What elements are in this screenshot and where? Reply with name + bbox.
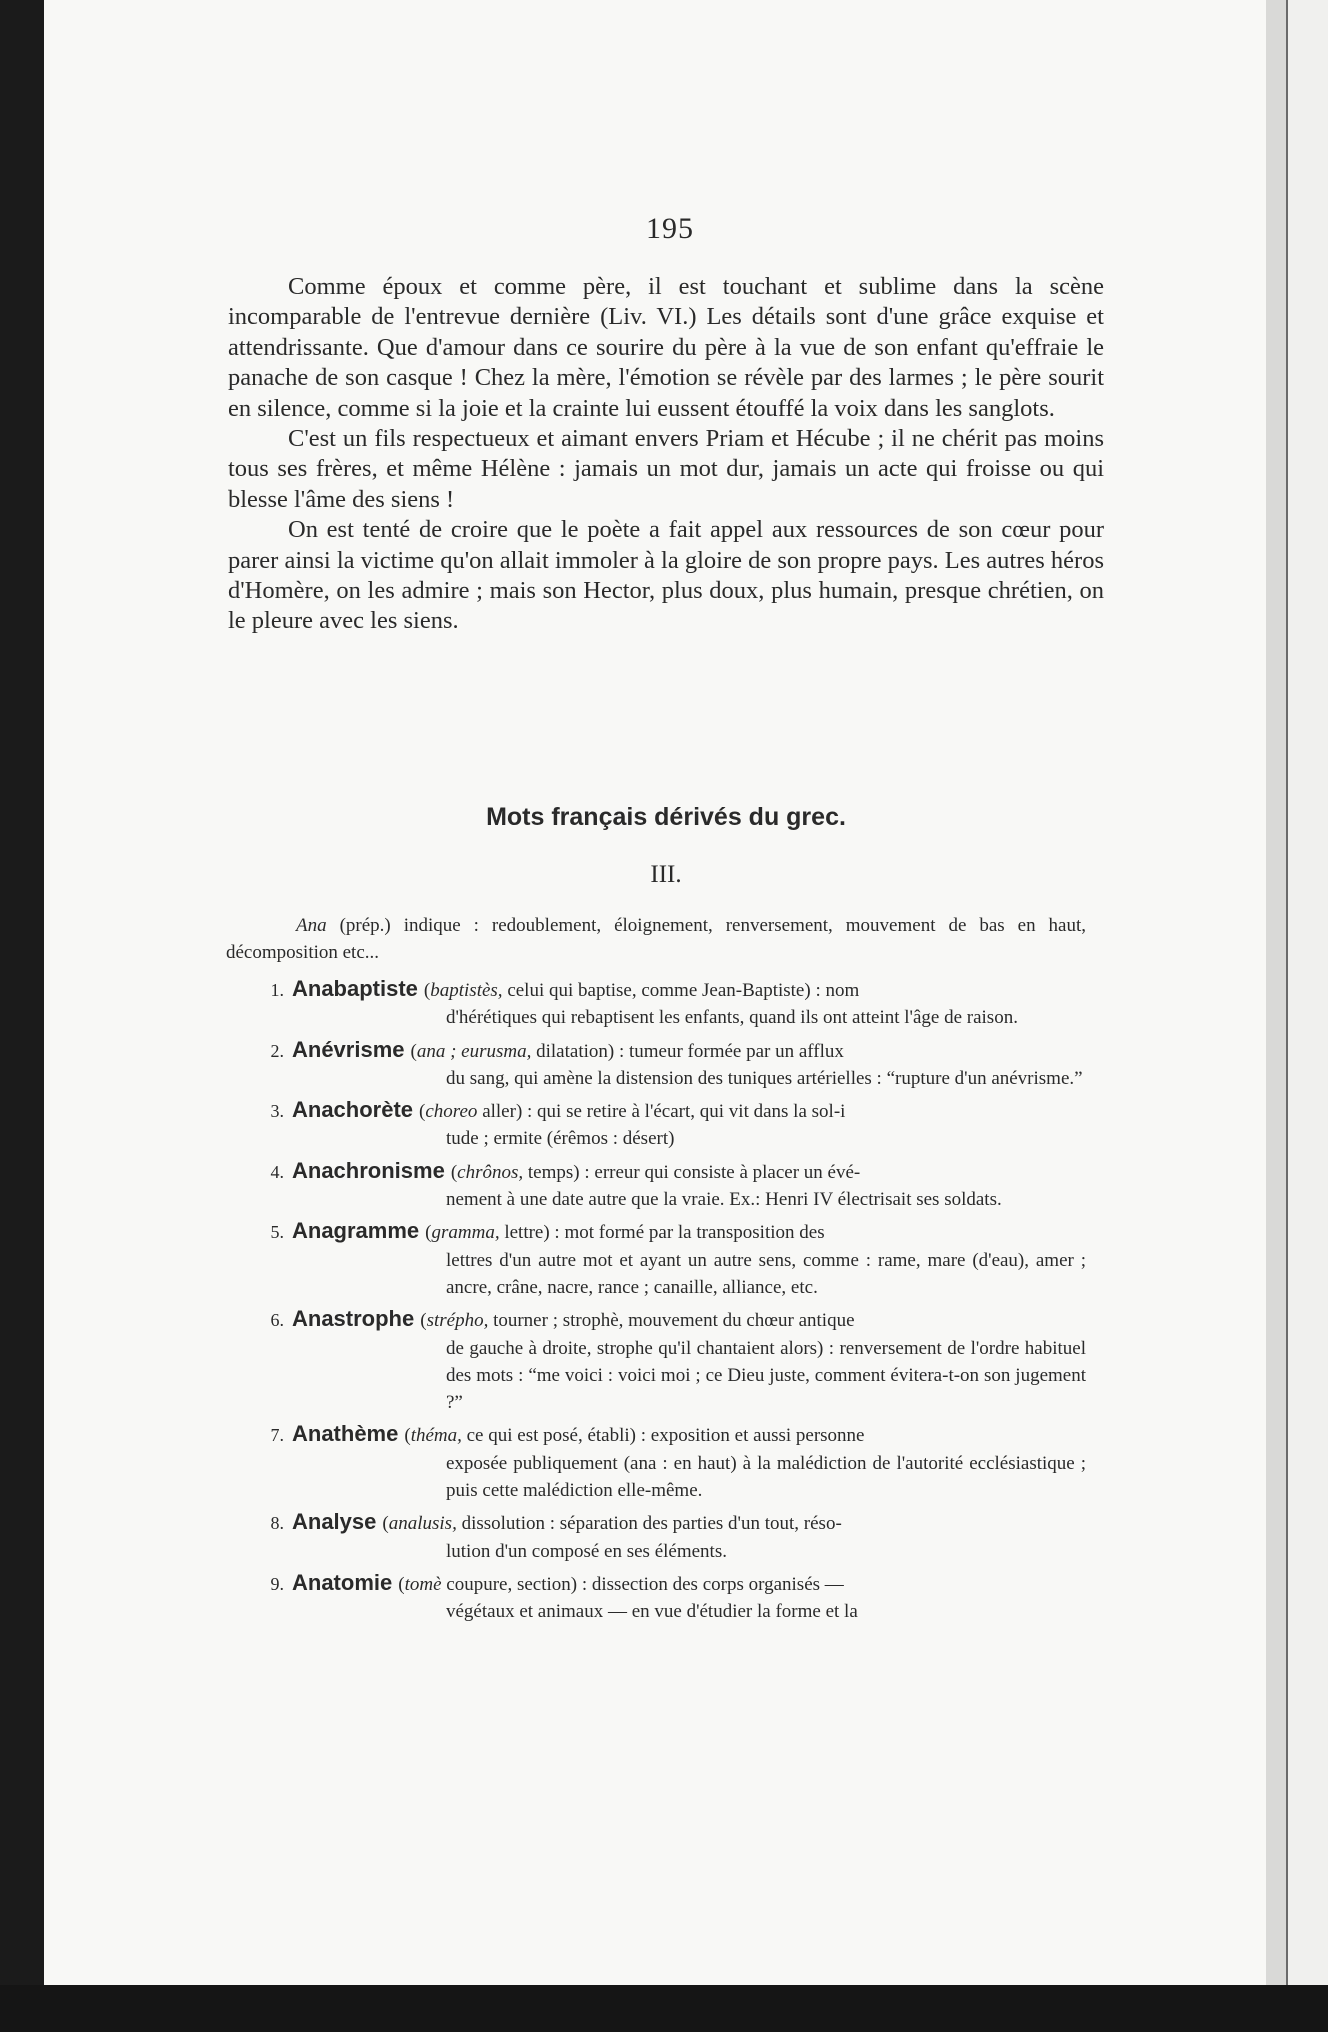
page-number: 195 bbox=[646, 212, 694, 245]
entry-definition: du sang, qui amène la distension des tuniques artérielles : “rupture d'un anévrisme.” bbox=[446, 1067, 1083, 1089]
entry-definition: végétaux et animaux — en vue d'étudier la forme et la bbox=[446, 1601, 858, 1623]
entry-definition-start: temps) : erreur qui consiste à placer un évé- bbox=[523, 1161, 861, 1183]
entry-definition-start: dissolution : séparation des parties d'un tout, réso- bbox=[456, 1513, 842, 1535]
entry-number: 8. bbox=[270, 1513, 284, 1534]
entry-definition: lettres d'un autre mot et ayant un autre sens, comme : rame, mare (d'eau), amer ; ancre, crâne, nacre, rance ; canaille, alliance, etc. bbox=[446, 1249, 1086, 1298]
paragraph: C'est un fils respectueux et aimant envers Priam et Hécube ; il ne chérit pas moins tous ses frères, et même Hélène : jamais un mot dur, jamais un acte qui froisse ou qui blesse l'âme des siens ! bbox=[228, 425, 1104, 513]
entry-definition: lution d'un composé en ses éléments. bbox=[446, 1540, 727, 1562]
entry-term: Anathème bbox=[292, 1421, 399, 1447]
page-edge-shadow bbox=[1266, 0, 1286, 1985]
list-item: 8. Analyse (analusis, dissolution : séparation des parties d'un tout, réso- lution d'un composé en ses éléments. bbox=[240, 1508, 1086, 1565]
entry-definition: tude ; ermite (érêmos : désert) bbox=[446, 1128, 675, 1150]
entry-etymology: chrônos, bbox=[457, 1161, 524, 1183]
entry-term: Anastrophe bbox=[292, 1306, 415, 1332]
list-item: 2. Anévrisme (ana ; eurusma, dilatation) : tumeur formée par un afflux du sang, qui amène la distension des tuniques artérielles : “rupture d'un anévrisme.” bbox=[240, 1036, 1086, 1093]
list-item: 5. Anagramme (gramma, lettre) : mot formé par la transposition des lettres d'un autre mot et ayant un autre sens, comme : rame, mare (d'eau), amer ; ancre, crâne, nacre, rance ; canaille, alliance, etc. bbox=[240, 1217, 1086, 1301]
entry-definition-start: lettre) : mot formé par la transposition des bbox=[499, 1222, 825, 1244]
entry-number: 4. bbox=[270, 1161, 284, 1182]
entry-term: Anachronisme bbox=[292, 1157, 445, 1183]
entry-term: Anagramme bbox=[292, 1218, 420, 1244]
entry-term: Anévrisme bbox=[292, 1036, 405, 1062]
list-item: 7. Anathème (théma, ce qui est posé, établi) : exposition et aussi personne exposée publiquement (ana : en haut) à la malédiction de l'autorité ecclésiastique ; puis cette malédiction elle-même. bbox=[240, 1420, 1086, 1504]
entry-etymology: ana ; eurusma, bbox=[416, 1040, 532, 1062]
entry-term: Anachorète bbox=[292, 1097, 414, 1123]
intro-text: (prép.) indique : redoublement, éloignement, renversement, mouvement de bas en haut, décomposition etc... bbox=[226, 915, 1086, 963]
paragraph: On est tenté de croire que le poète a fait appel aux ressources de son cœur pour parer ainsi la victime qu'on allait immoler à la gloire de son propre pays. Les autres héros d'Homère, on les admire ; mais son Hector, plus doux, plus humain, presque chrétien, on le pleure avec les siens. bbox=[228, 516, 1104, 635]
entry-etymology: gramma, bbox=[431, 1222, 500, 1244]
entry-definition-start: coupure, section) : dissection des corps organisés — bbox=[441, 1573, 844, 1595]
body-text bbox=[228, 272, 1104, 637]
list-item: 4. Anachronisme (chrônos, temps) : erreur qui consiste à placer un évé- nement à une date autre que la vraie. Ex.: Henri IV électrisait ses soldats. bbox=[240, 1157, 1086, 1214]
entry-definition: de gauche à droite, strophe qu'il chantaient alors) : renversement de l'ordre habituel des mots : “me voici : voici moi ; ce Dieu juste, comment évitera-t-on son jugement ?” bbox=[446, 1337, 1086, 1414]
entry-etymology: choreo bbox=[425, 1101, 478, 1123]
entry-etymology: strépho, bbox=[426, 1310, 489, 1332]
entry-term: Anabaptiste bbox=[292, 976, 418, 1001]
entry-number: 5. bbox=[270, 1222, 284, 1243]
entry-definition: exposée publiquement (ana : en haut) à la malédiction de l'autorité ecclésiastique ; puis cette malédiction elle-même. bbox=[446, 1452, 1086, 1502]
entry-number: 6. bbox=[270, 1310, 284, 1331]
entry-definition-start: ce qui est posé, établi) : exposition et aussi personne bbox=[461, 1425, 865, 1447]
entry-etymology: tomè bbox=[404, 1573, 442, 1595]
section-number: III. bbox=[650, 861, 682, 888]
facing-page-strip bbox=[1288, 0, 1328, 1985]
entry-definition: d'hérétiques qui rebaptisent les enfants, quand ils ont atteint l'âge de raison. bbox=[446, 1007, 1018, 1029]
entry-number: 2. bbox=[270, 1040, 284, 1061]
entry-term: Analyse bbox=[292, 1509, 377, 1535]
list-item: 3. Anachorète (choreo aller) : qui se retire à l'écart, qui vit dans la sol-i tude ; ermite (érêmos : désert) bbox=[240, 1096, 1086, 1153]
entry-definition-start: tourner ; strophè, mouvement du chœur antique bbox=[488, 1310, 855, 1332]
entry-number: 3. bbox=[270, 1101, 284, 1122]
list-item: 9. Anatomie (tomè coupure, section) : dissection des corps organisés — végétaux et animaux — en vue d'étudier la forme et la bbox=[240, 1569, 1086, 1626]
entry-definition-start: aller) : qui se retire à l'écart, qui vit dans la sol-i bbox=[477, 1101, 846, 1123]
entry-definition-start: celui qui baptise, comme Jean-Baptiste) : nom bbox=[502, 980, 860, 1001]
list-item: 1. Anabaptiste (baptistès, celui qui baptise, comme Jean-Baptiste) : nom d'hérétiques qui rebaptisent les enfants, quand ils ont atteint l'âge de raison. bbox=[240, 975, 1086, 1032]
list-item: 6. Anastrophe (strépho, tourner ; strophè, mouvement du chœur antique de gauche à droite, strophe qu'il chantaient alors) : renversement de l'ordre habituel des mots : “me voici : voici moi ; ce Dieu juste, comment évitera-t-on son jugement ?” bbox=[240, 1305, 1086, 1416]
entry-number: 9. bbox=[270, 1573, 284, 1594]
entry-number: 1. bbox=[270, 980, 284, 1000]
entry-definition-start: dilatation) : tumeur formée par un afflux bbox=[531, 1040, 844, 1062]
intro-definition bbox=[226, 912, 1086, 966]
entry-definition: nement à une date autre que la vraie. Ex.: Henri IV électrisait ses soldats. bbox=[446, 1189, 1002, 1211]
entry-etymology: théma, bbox=[410, 1425, 462, 1447]
entry-term: Anatomie bbox=[292, 1569, 393, 1595]
entry-etymology: analusis, bbox=[388, 1513, 457, 1535]
section-title: Mots français dérivés du grec. bbox=[486, 803, 846, 831]
entry-number: 7. bbox=[270, 1425, 284, 1446]
paragraph: Comme époux et comme père, il est touchant et sublime dans la scène incomparable de l'entrevue dernière (Liv. VI.) Les détails sont d'une grâce exquise et attendrissante. Que d'amour dans ce sourire du père à la vue de son enfant qu'effraie le panache de son casque ! Chez la mère, l'émotion se révèle par des larmes ; le père sourit en silence, comme si la joie et la crainte lui eussent étouffé la voix dans les sanglots. bbox=[228, 273, 1104, 422]
entry-etymology: baptistès, bbox=[430, 980, 503, 1001]
word-list bbox=[240, 975, 1086, 1630]
scan-bottom-border bbox=[0, 1985, 1328, 2032]
intro-headword: Ana bbox=[296, 915, 327, 936]
